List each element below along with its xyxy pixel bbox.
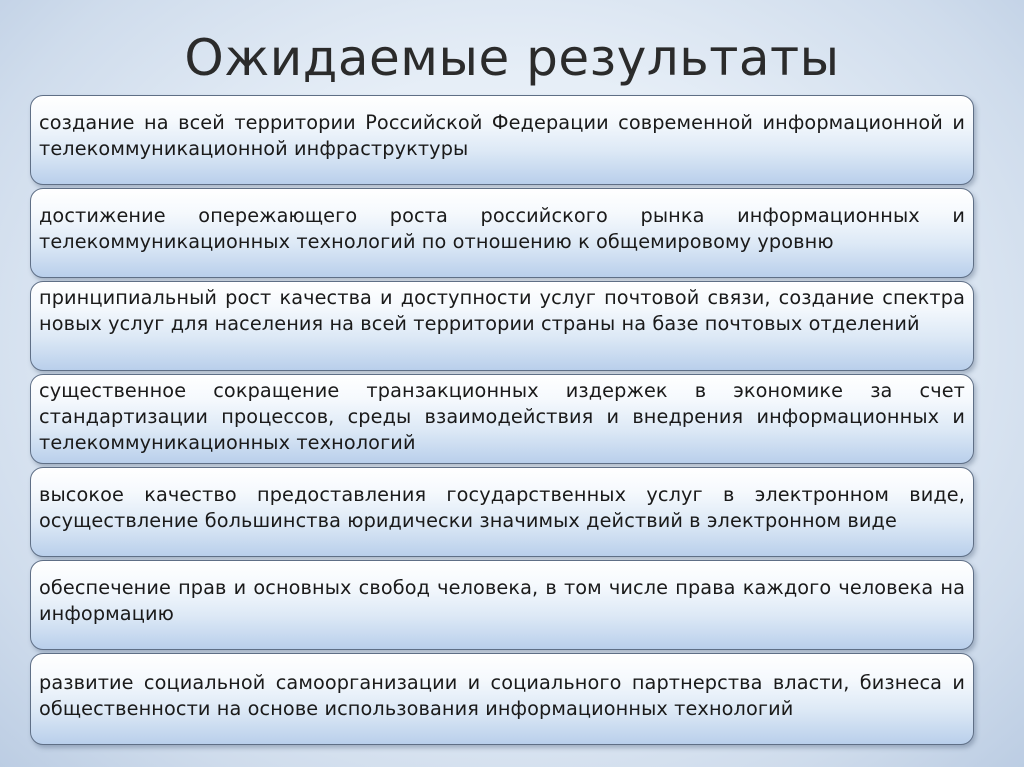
result-item-postal-services xyxy=(30,281,974,371)
result-item-ict-market xyxy=(30,188,974,278)
result-item-text: достижение опережающего роста российского рынка информационных и телекоммуникационных технологий по отношению к общемировому уровню xyxy=(39,204,965,253)
results-list xyxy=(30,95,974,747)
result-item-text: существенное сокращение транзакционных издержек в экономике за счет стандартизации процессов, среды взаимодействия и внедрения информационных и телекоммуникационных технологий xyxy=(39,379,965,454)
result-item-text: обеспечение прав и основных свобод человека, в том числе права каждого человека на информацию xyxy=(39,576,965,625)
result-item-text: развитие социальной самоорганизации и социального партнерства власти, бизнеса и общественности на основе использования информационных технологий xyxy=(39,671,965,720)
result-item-e-government xyxy=(30,467,974,557)
result-item-social-partnership xyxy=(30,653,974,745)
result-item-text: создание на всей территории Российской Федерации современной информационной и телекоммуникационной инфраструктуры xyxy=(39,111,965,160)
result-item-transaction-costs xyxy=(30,374,974,464)
result-item-infrastructure xyxy=(30,95,974,185)
slide-title: Ожидаемые результаты xyxy=(184,29,840,87)
result-item-text: высокое качество предоставления государственных услуг в электронном виде, осуществление большинства юридически значимых действий в электронном виде xyxy=(39,483,965,532)
result-item-human-rights xyxy=(30,560,974,650)
result-item-text: принципиальный рост качества и доступности услуг почтовой связи, создание спектра новых услуг для населения на всей территории страны на базе почтовых отделений xyxy=(39,286,965,335)
